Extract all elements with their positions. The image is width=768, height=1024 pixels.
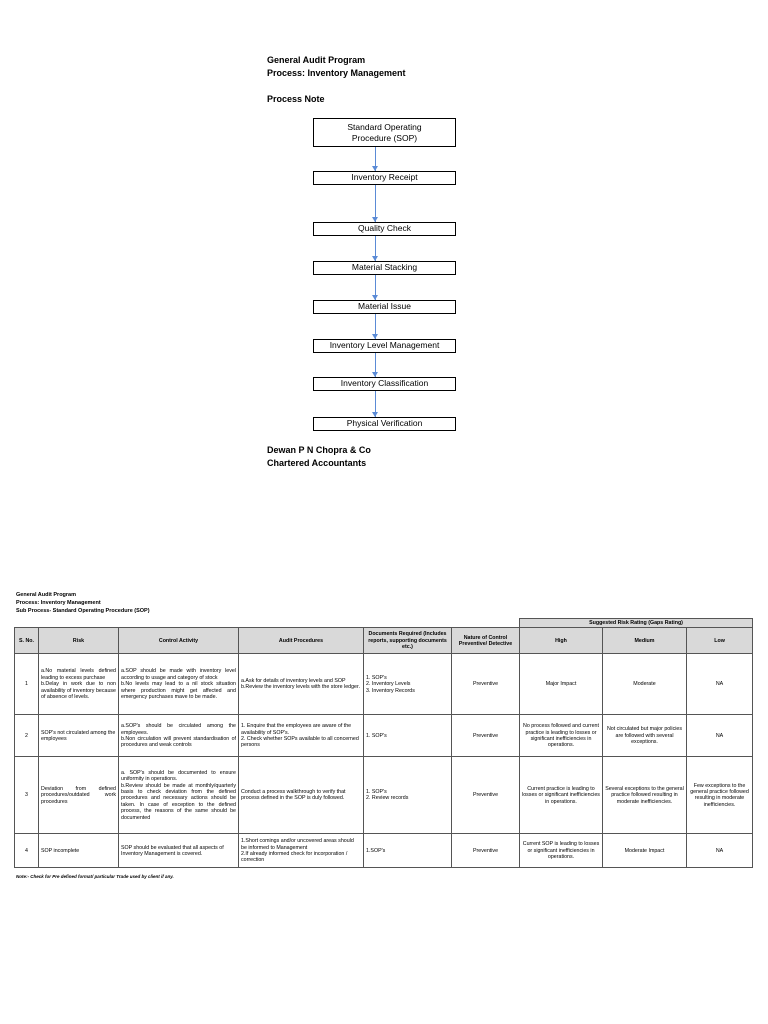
row-low: NA	[687, 834, 753, 868]
document-line: 1. SOP's	[366, 789, 387, 795]
row-risk	[39, 654, 119, 715]
rating-group-header: Suggested Risk Rating (Gaps Rating)	[520, 619, 753, 628]
row-nature: Preventive	[452, 715, 520, 757]
row-audit-procedures	[239, 654, 364, 715]
row-audit-procedures	[239, 757, 364, 834]
row-medium: Not circulated but major policies are followed with several exceptions.	[603, 715, 687, 757]
row-nature: Preventive	[452, 834, 520, 868]
row-sno: 3	[15, 757, 39, 834]
row-control-activity	[119, 715, 239, 757]
control-line: a.SOP's should be circulated among the employees.	[121, 723, 236, 736]
control-line: a.SOP should be made with inventory level according to usage and category of stock	[121, 668, 236, 681]
audit-line: 2.If already informed check for incorporation / correction	[241, 850, 348, 864]
row-nature: Preventive	[452, 757, 520, 834]
page2-sub-process: Sub Process- Standard Operating Procedure (SOP)	[16, 608, 150, 614]
process-flowchart	[0, 0, 768, 440]
flow-step-sop: Standard Operating Procedure (SOP)	[313, 118, 456, 147]
flow-step-material-issue: Material Issue	[313, 300, 456, 314]
row-sno: 4	[15, 834, 39, 868]
flow-step-inventory-classification: Inventory Classification	[313, 377, 456, 391]
row-high: Major Impact	[520, 654, 603, 715]
audit-line: Conduct a process walkthrough to verify that process defined in the SOP is duly followed.	[241, 789, 346, 802]
flow-step-inventory-level-management: Inventory Level Management	[313, 339, 456, 353]
row-documents	[364, 715, 452, 757]
control-line: b.Non circulation will prevent standardisation of procedures and weak controls	[121, 735, 236, 749]
table-row	[15, 654, 753, 715]
header-sno: S. No.	[15, 628, 39, 654]
firm-designation: Chartered Accountants	[267, 458, 367, 468]
document-line: 2. Review records	[366, 795, 409, 802]
firm-name: Dewan P N Chopra & Co	[267, 445, 371, 455]
control-line: a. SOP's should be documented to ensure uniformity in operations.	[121, 769, 236, 783]
row-high: No process followed and current practice is leading to losses or significant inefficiencies in operations.	[520, 715, 603, 757]
risk-line: b.Delay in work due to non availability of inventory because of absence of levels.	[41, 681, 116, 701]
page1-process: Process: Inventory Management	[267, 68, 406, 78]
risk-line: a.No material levels defined leading to excess purchase	[41, 668, 116, 681]
header-risk: Risk	[39, 628, 119, 654]
page1-section: Process Note	[267, 94, 325, 104]
flow-step-physical-verification: Physical Verification	[313, 417, 456, 431]
row-documents	[364, 654, 452, 715]
row-high: Current SOP is leading to losses or significant inefficiencies in operations.	[520, 834, 603, 868]
row-documents	[364, 834, 452, 868]
flow-step-quality-check: Quality Check	[313, 222, 456, 236]
row-audit-procedures	[239, 715, 364, 757]
control-line: b.Review should be made at monthly/quarterly basis to check deviation from the defined procedures and necessary actions should be taken. In case of exception to the defined process, the reasons of the same should be documented	[121, 782, 236, 821]
table-row	[15, 757, 753, 834]
row-control-activity	[119, 757, 239, 834]
row-documents	[364, 757, 452, 834]
row-low: Few exceptions to the general practice followed resulting in moderate inefficiencies.	[687, 757, 753, 834]
risk-line: SOP's not circulated among the employees	[41, 729, 116, 742]
table-row	[15, 715, 753, 757]
row-risk	[39, 715, 119, 757]
control-line: b.No levels may lead to a nil stock situation where production might get affected and emergency purchases mave to be made.	[121, 681, 236, 701]
audit-program-table	[14, 618, 753, 868]
row-risk	[39, 757, 119, 834]
page2-title: General Audit Program	[16, 592, 77, 598]
row-medium: Several exceptions to the general practice followed resulting in moderate inefficiencies.	[603, 757, 687, 834]
page2-process: Process: Inventory Management	[16, 600, 101, 606]
page1-title: General Audit Program	[267, 55, 366, 65]
row-audit-procedures	[239, 834, 364, 868]
risk-line: SOP incomplete	[41, 847, 80, 854]
document-line: 2. Inventory Levels	[366, 681, 411, 688]
row-risk	[39, 834, 119, 868]
audit-line: 2. Check whether SOPs available to all concerned persons	[241, 735, 359, 749]
audit-line: b.Review the inventory levels with the store ledger.	[241, 684, 360, 691]
row-control-activity	[119, 654, 239, 715]
flow-step-inventory-receipt: Inventory Receipt	[313, 171, 456, 185]
footnote: Note:- Check for Pre defined format/ particular Trade used by client if any.	[16, 874, 174, 879]
header-high: High	[520, 628, 603, 654]
audit-line: 1.Short comings and/or uncovered areas should be informed to Management	[241, 838, 354, 851]
audit-line: 1. Enquire that the employees are aware of the availability of SOP's.	[241, 723, 352, 736]
header-nature-of-control: Nature of Control Preventive/ Detective	[452, 628, 520, 654]
row-sno: 2	[15, 715, 39, 757]
row-sno: 1	[15, 654, 39, 715]
header-low: Low	[687, 628, 753, 654]
row-medium: Moderate Impact	[603, 834, 687, 868]
row-medium: Moderate	[603, 654, 687, 715]
header-medium: Medium	[603, 628, 687, 654]
audit-line: a.Ask for details of inventory levels and SOP	[241, 678, 346, 684]
row-control-activity	[119, 834, 239, 868]
header-documents-required: Documents Required (Includes reports, supporting documents etc.)	[364, 628, 452, 654]
row-high: Current practice is leading to losses or significant inefficiencies in operations.	[520, 757, 603, 834]
row-nature: Preventive	[452, 654, 520, 715]
flow-step-material-stacking: Material Stacking	[313, 261, 456, 275]
document-line: 1. SOP's	[366, 674, 387, 681]
header-control-activity: Control Activity	[119, 628, 239, 654]
document-line: 1.SOP's	[366, 847, 386, 854]
document-line: 1. SOP's	[366, 732, 387, 739]
row-low: NA	[687, 715, 753, 757]
control-line: SOP should be evaluated that all aspects of Inventory Management is covered.	[121, 844, 224, 857]
header-audit-procedures: Audit Procedures	[239, 628, 364, 654]
table-row	[15, 834, 753, 868]
row-low: NA	[687, 654, 753, 715]
document-line: 3. Inventory Records	[366, 687, 415, 694]
risk-line: Deviation from defined procedures/outdated work procedures	[41, 785, 116, 805]
